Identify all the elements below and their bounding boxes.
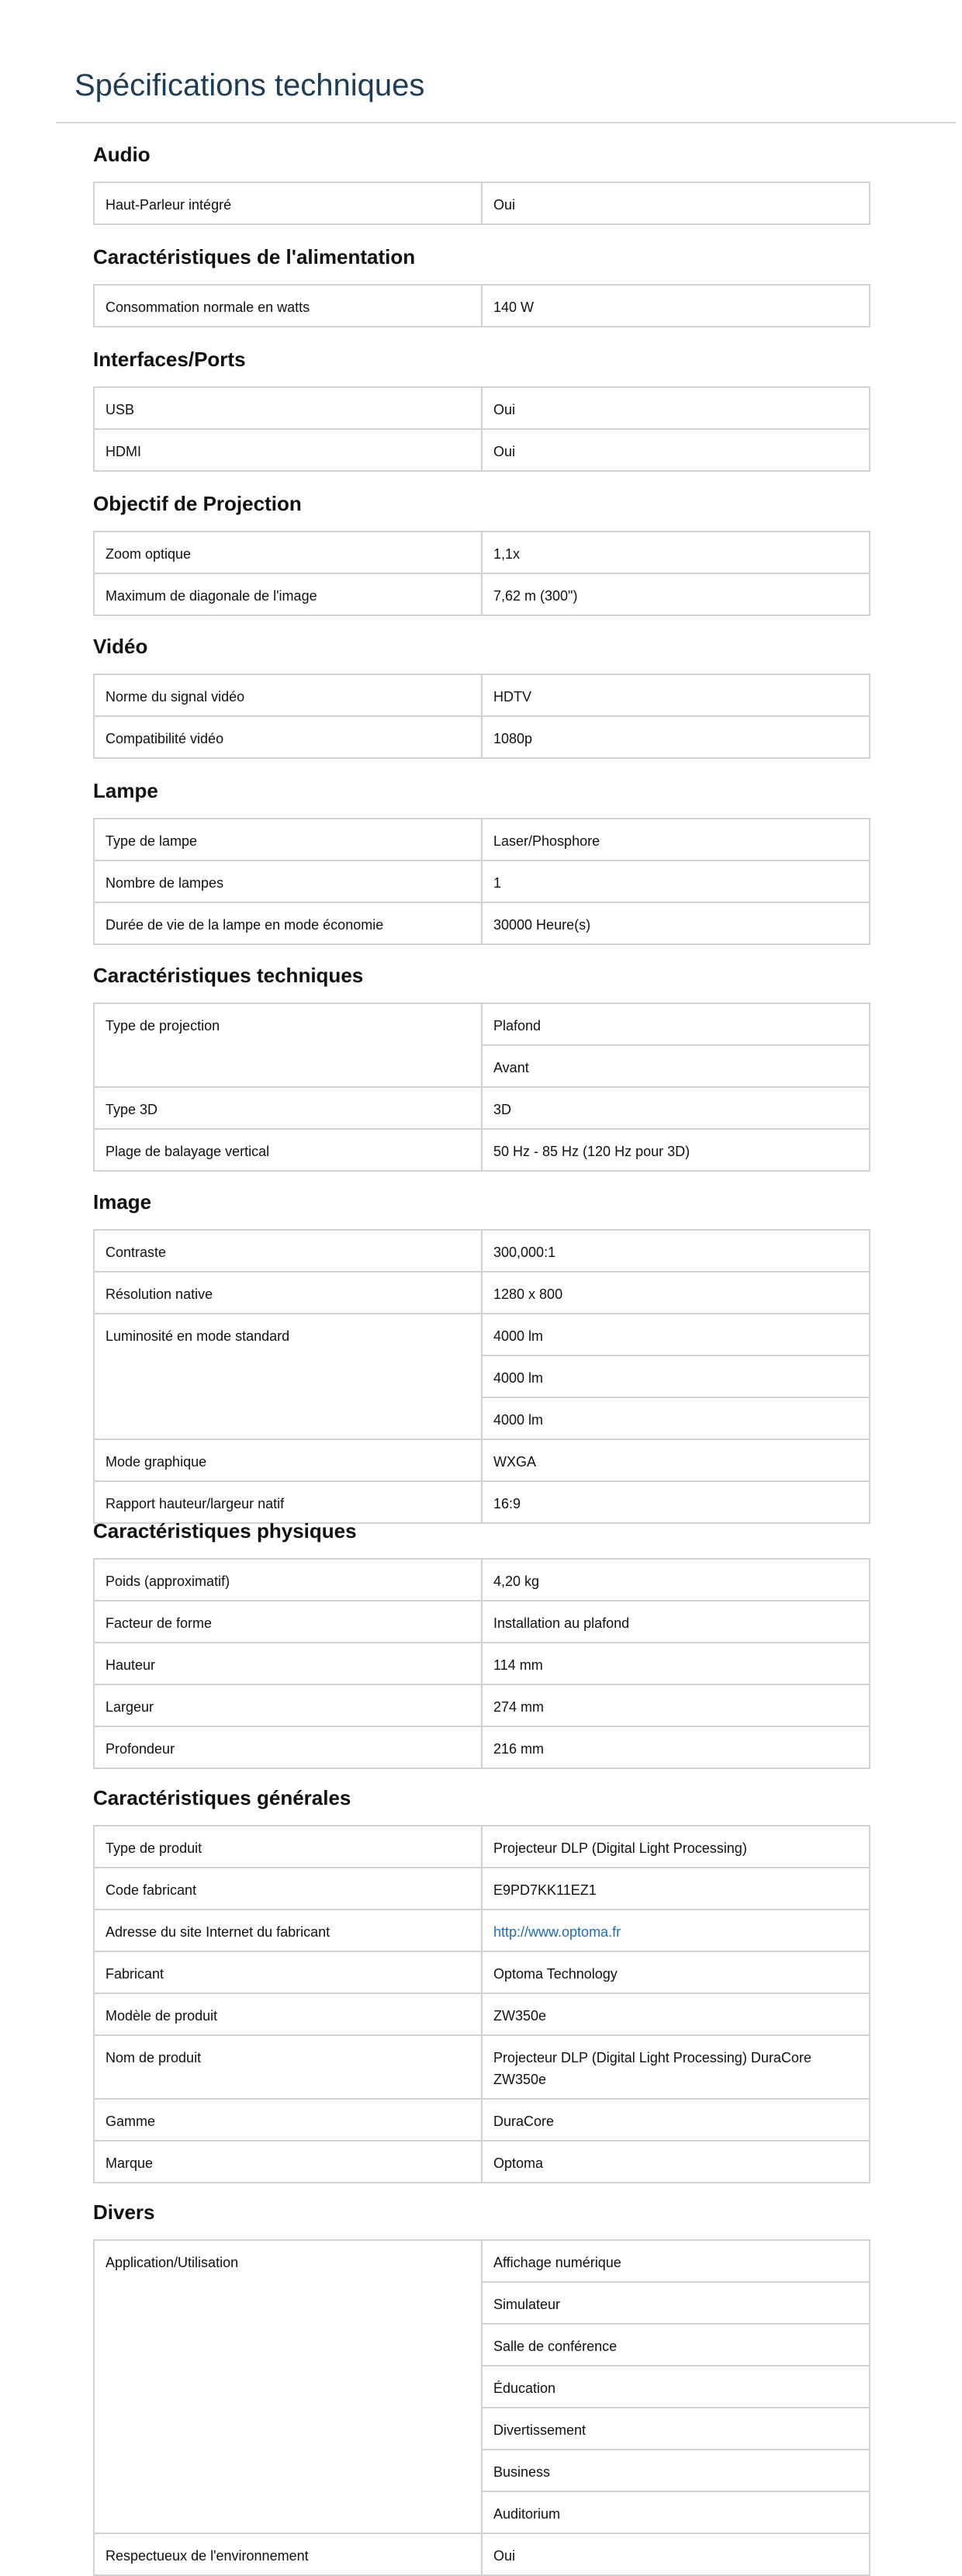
spec-value: 1,1x (482, 531, 870, 573)
spec-label: Respectueux de l'environnement (94, 2533, 482, 2575)
spec-value: Projecteur DLP (Digital Light Processing) (482, 1826, 870, 1868)
spec-value: Projecteur DLP (Digital Light Processing) DuraCore ZW350e (482, 2035, 870, 2099)
spec-value (482, 1909, 870, 1951)
spec-label: Fabricant (94, 1951, 482, 1993)
spec-value: 4000 lm (482, 1397, 870, 1439)
table-row (94, 2141, 870, 2183)
spec-label: Luminosité en mode standard (94, 1314, 482, 1439)
table-row (94, 285, 870, 327)
spec-table (93, 284, 870, 327)
spec-label: Nom de produit (94, 2035, 482, 2099)
spec-value: Avant (482, 1045, 870, 1087)
table-row (94, 1003, 870, 1045)
section-title: Audio (93, 143, 151, 166)
spec-label: Haut-Parleur intégré (94, 182, 482, 224)
spec-value: 30000 Heure(s) (482, 902, 870, 944)
spec-label: HDMI (94, 429, 482, 471)
spec-label: Code fabricant (94, 1868, 482, 1909)
table-row (94, 1559, 870, 1601)
table-row (94, 1868, 870, 1909)
spec-value: 1280 x 800 (482, 1272, 870, 1314)
table-row (94, 1993, 870, 2035)
section-title: Divers (93, 2200, 155, 2224)
page-title: Spécifications techniques (74, 68, 425, 102)
spec-value: Business (482, 2450, 870, 2491)
table-row (94, 573, 870, 615)
table-row (94, 1909, 870, 1951)
spec-value: E9PD7KK11EZ1 (482, 1868, 870, 1909)
table-row (94, 1087, 870, 1129)
spec-label: Nombre de lampes (94, 860, 482, 902)
table-row (94, 902, 870, 944)
table-row (94, 1726, 870, 1768)
section-title: Image (93, 1190, 152, 1214)
spec-value: WXGA (482, 1439, 870, 1481)
table-row (94, 1314, 870, 1356)
table-row (94, 429, 870, 471)
section-objectif (93, 492, 870, 616)
spec-label: Hauteur (94, 1643, 482, 1684)
title-divider (56, 122, 956, 123)
table-row (94, 1826, 870, 1868)
section-physiques (93, 1519, 870, 1769)
spec-value: 114 mm (482, 1643, 870, 1684)
section-alimentation (93, 245, 870, 327)
section-techniques (93, 964, 870, 1172)
spec-value: DuraCore (482, 2099, 870, 2141)
table-row (94, 387, 870, 429)
spec-value: 16:9 (482, 1481, 870, 1523)
spec-label: Profondeur (94, 1726, 482, 1768)
spec-value: 140 W (482, 285, 870, 327)
table-row (94, 2240, 870, 2282)
spec-table (93, 673, 870, 759)
spec-label: Type de produit (94, 1826, 482, 1868)
table-row (94, 531, 870, 573)
table-row (94, 1684, 870, 1726)
spec-value: 50 Hz - 85 Hz (120 Hz pour 3D) (482, 1129, 870, 1171)
spec-label: Maximum de diagonale de l'image (94, 573, 482, 615)
section-title: Caractéristiques techniques (93, 964, 364, 987)
spec-value: Affichage numérique (482, 2240, 870, 2282)
section-title: Objectif de Projection (93, 492, 302, 515)
spec-label: Zoom optique (94, 531, 482, 573)
spec-label: Application/Utilisation (94, 2240, 482, 2533)
section-title: Interfaces/Ports (93, 348, 246, 371)
table-row (94, 182, 870, 224)
table-row (94, 1439, 870, 1481)
spec-value: 3D (482, 1087, 870, 1129)
spec-value: Oui (482, 2533, 870, 2575)
spec-table (93, 2239, 870, 2576)
spec-value: Oui (482, 429, 870, 471)
spec-label: Plage de balayage vertical (94, 1129, 482, 1171)
spec-value: Oui (482, 387, 870, 429)
table-row (94, 1601, 870, 1643)
spec-value: Auditorium (482, 2491, 870, 2533)
spec-value: 4000 lm (482, 1356, 870, 1397)
table-row (94, 1230, 870, 1272)
table-row (94, 674, 870, 716)
section-title: Vidéo (93, 635, 148, 658)
spec-value: Laser/Phosphore (482, 819, 870, 860)
spec-value: Installation au plafond (482, 1601, 870, 1643)
table-row (94, 860, 870, 902)
section-video (93, 635, 870, 759)
manufacturer-website-link[interactable]: http://www.optoma.fr (493, 1924, 621, 1940)
table-row (94, 1951, 870, 1993)
table-row (94, 1643, 870, 1684)
spec-value: 300,000:1 (482, 1230, 870, 1272)
table-row (94, 1272, 870, 1314)
spec-value: 274 mm (482, 1684, 870, 1726)
section-title: Caractéristiques générales (93, 1786, 351, 1809)
spec-value: 7,62 m (300") (482, 573, 870, 615)
spec-table (93, 1002, 870, 1172)
spec-value: Simulateur (482, 2282, 870, 2324)
section-image (93, 1190, 870, 1524)
spec-label: Durée de vie de la lampe en mode économie (94, 902, 482, 944)
spec-table (93, 1825, 870, 2183)
spec-value: Plafond (482, 1003, 870, 1045)
section-divers (93, 2200, 870, 2576)
spec-value: 216 mm (482, 1726, 870, 1768)
spec-value: 1080p (482, 716, 870, 758)
section-audio (93, 143, 870, 225)
spec-label: Mode graphique (94, 1439, 482, 1481)
spec-table (93, 386, 870, 472)
spec-table (93, 182, 870, 225)
spec-label: Marque (94, 2141, 482, 2183)
table-row (94, 1129, 870, 1171)
spec-table (93, 531, 870, 616)
spec-value: Divertissement (482, 2408, 870, 2450)
spec-label: Type 3D (94, 1087, 482, 1129)
spec-label: Norme du signal vidéo (94, 674, 482, 716)
spec-value: 1 (482, 860, 870, 902)
table-row (94, 1481, 870, 1523)
spec-table (93, 1558, 870, 1769)
table-row (94, 819, 870, 860)
table-row (94, 2099, 870, 2141)
spec-table (93, 818, 870, 945)
section-generales (93, 1786, 870, 2183)
spec-label: Poids (approximatif) (94, 1559, 482, 1601)
spec-value: Oui (482, 182, 870, 224)
section-lampe (93, 779, 870, 945)
table-row (94, 2035, 870, 2099)
section-title: Caractéristiques physiques (93, 1519, 357, 1542)
spec-value: 4,20 kg (482, 1559, 870, 1601)
table-row (94, 2533, 870, 2575)
spec-label: Compatibilité vidéo (94, 716, 482, 758)
section-title: Lampe (93, 779, 158, 802)
table-row (94, 716, 870, 758)
spec-label: Consommation normale en watts (94, 285, 482, 327)
spec-value: Optoma (482, 2141, 870, 2183)
spec-label: Modèle de produit (94, 1993, 482, 2035)
spec-label: Type de projection (94, 1003, 482, 1087)
section-title: Caractéristiques de l'alimentation (93, 245, 416, 268)
spec-value: Éducation (482, 2366, 870, 2408)
spec-label: Adresse du site Internet du fabricant (94, 1909, 482, 1951)
spec-label: Gamme (94, 2099, 482, 2141)
spec-value: HDTV (482, 674, 870, 716)
spec-value: ZW350e (482, 1993, 870, 2035)
spec-value: Salle de conférence (482, 2324, 870, 2366)
spec-table (93, 1229, 870, 1524)
spec-label: Résolution native (94, 1272, 482, 1314)
spec-value: Optoma Technology (482, 1951, 870, 1993)
spec-label: Contraste (94, 1230, 482, 1272)
spec-label: Type de lampe (94, 819, 482, 860)
spec-label: USB (94, 387, 482, 429)
section-interfaces (93, 348, 870, 472)
spec-value: 4000 lm (482, 1314, 870, 1356)
spec-label: Largeur (94, 1684, 482, 1726)
spec-label: Facteur de forme (94, 1601, 482, 1643)
spec-label: Rapport hauteur/largeur natif (94, 1481, 482, 1523)
